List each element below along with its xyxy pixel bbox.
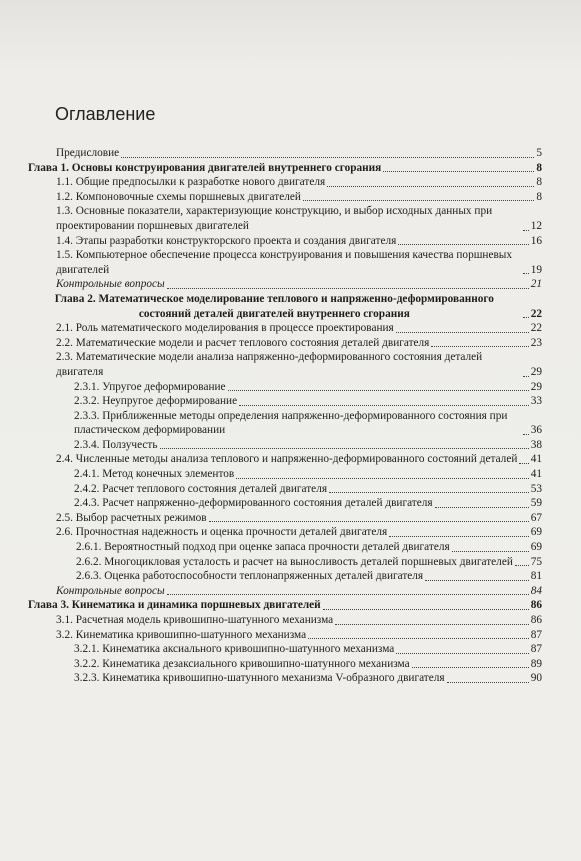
toc-entry [28, 511, 542, 526]
dot-leader [412, 667, 529, 668]
dot-leader [323, 609, 529, 610]
toc-page-number: 8 [536, 190, 542, 203]
dot-leader [389, 536, 529, 537]
toc-entry [28, 248, 542, 277]
toc-page-number: 8 [536, 161, 542, 174]
toc-page-number: 29 [530, 365, 542, 378]
toc-page-number: 41 [530, 468, 542, 481]
toc-entry [28, 657, 542, 672]
toc-chapter-entry [28, 598, 542, 613]
toc-entry-title: Глава 2. Математическое моделирование теплового и напряженно-деформированного состояний деталей двигателей внутреннего сгорания [54, 292, 494, 320]
toc-entry-title: 3.2.1. Кинематика аксиального кривошипно-шатунного механизма [74, 643, 395, 656]
dot-leader [228, 390, 529, 391]
toc-page-number: 86 [530, 599, 542, 612]
toc-page-number: 33 [530, 395, 542, 408]
dot-leader [335, 624, 529, 625]
toc-entry-title: 2.6.1. Вероятностный подход при оценке запаса прочности деталей двигателя [76, 541, 450, 554]
toc-page-number: 16 [530, 234, 542, 247]
toc-entry [28, 452, 542, 467]
toc-entry-title: 1.3. Основные показатели, характеризующие конструкцию, и выбор исходных данных при проектировании поршневых двигателей [56, 205, 493, 232]
toc-entry [28, 336, 542, 351]
dot-leader [239, 405, 529, 406]
toc-page-number: 90 [530, 672, 542, 685]
toc-entry [28, 394, 542, 409]
toc-page-number: 81 [530, 570, 542, 583]
toc-page-number: 21 [530, 278, 542, 291]
dot-leader [167, 288, 529, 289]
toc-page-number: 69 [530, 541, 542, 554]
toc-entry-title: 2.3.2. Неупругое деформирование [74, 395, 238, 408]
dot-leader [303, 200, 534, 201]
toc-entry [28, 380, 542, 395]
toc-page-number: 89 [530, 657, 542, 670]
toc-entry-title: 2.1. Роль математического моделирования в процессе проектирования [56, 322, 394, 335]
toc-page-number: 86 [530, 614, 542, 626]
toc-page-number: 59 [530, 497, 542, 510]
dot-leader [523, 273, 529, 274]
dot-leader [425, 580, 529, 581]
toc-page-number: 41 [530, 453, 542, 466]
dot-leader [515, 565, 529, 566]
toc-entry-title: Глава 1. Основы конструирования двигателей внутреннего сгорания [28, 161, 382, 174]
toc-page-number: 12 [530, 219, 542, 232]
toc-entry [28, 613, 542, 628]
toc-entry [28, 321, 542, 336]
toc-entry [28, 496, 542, 511]
toc-entry [28, 146, 542, 161]
toc-entry-title: 2.6. Прочностная надежность и оценка прочности деталей двигателя [56, 526, 388, 539]
toc-entry [28, 190, 542, 205]
toc-entry [28, 234, 542, 249]
dot-leader [523, 434, 529, 435]
toc-entry-title: 2.4.3. Расчет напряженно-деформированного состояния деталей двигателя [74, 497, 433, 510]
table-of-contents [28, 146, 542, 686]
dot-leader [209, 521, 529, 522]
dot-leader [396, 653, 528, 654]
dot-leader [431, 346, 528, 347]
dot-leader [447, 682, 529, 683]
dot-leader [160, 448, 529, 449]
dot-leader [523, 317, 529, 318]
toc-entry [28, 350, 542, 379]
toc-entry-title: 3.2.2. Кинематика дезаксиального кривошипно-шатунного механизма [74, 657, 410, 670]
toc-entry-title: 2.6.2. Многоцикловая усталость и расчет на выносливость деталей поршневых двигателей [76, 555, 513, 568]
toc-entry [28, 277, 542, 292]
toc-entry-title: Контрольные вопросы [56, 584, 165, 597]
toc-entry [28, 482, 542, 497]
toc-entry [28, 467, 542, 482]
dot-leader [121, 157, 534, 158]
dot-leader [396, 332, 529, 333]
toc-entry [28, 438, 542, 453]
page-title: Оглавление [55, 104, 156, 124]
dot-leader [383, 171, 534, 172]
toc-page-number: 19 [530, 263, 542, 276]
toc-page-number: 8 [536, 176, 542, 189]
toc-entry [28, 569, 542, 584]
toc-page-number: 84 [530, 584, 542, 597]
toc-entry-title: Глава 3. Кинематика и динамика поршневых двигателей [28, 599, 321, 612]
toc-page-number: 22 [530, 322, 542, 335]
toc-entry-title: 1.5. Компьютерное обеспечение процесса конструирования и повышения качества поршневых двигателей [56, 249, 513, 276]
toc-page-number: 53 [530, 482, 542, 495]
toc-entry-title: 2.4. Численные методы анализа теплового и напряженно-деформированного состояний деталей [56, 453, 518, 466]
toc-chapter-entry [28, 161, 542, 176]
dot-leader [327, 186, 534, 187]
toc-entry-title: 2.4.1. Метод конечных элементов [74, 468, 235, 481]
toc-entry [28, 642, 542, 657]
toc-entry [28, 628, 542, 643]
toc-entry-title: 1.1. Общие предпосылки к разработке нового двигателя [56, 176, 326, 189]
toc-page-number: 36 [530, 424, 542, 437]
dot-leader [523, 230, 529, 231]
toc-entry-title: 1.4. Этапы разработки конструкторского проекта и создания двигателя [56, 234, 397, 247]
toc-entry [28, 555, 542, 570]
toc-entry-title: 3.2.3. Кинематика кривошипно-шатунного механизма V-образного двигателя [74, 672, 445, 685]
toc-entry-title: 2.3.1. Упругое деформирование [74, 380, 226, 393]
toc-entry-title: 3.1. Расчетная модель кривошипно-шатунного механизма [56, 614, 334, 626]
toc-entry [28, 409, 542, 438]
toc-entry-title: 1.2. Компоновочные схемы поршневых двигателей [56, 190, 301, 203]
toc-page-number: 87 [530, 643, 542, 656]
toc-entry [28, 671, 542, 686]
toc-entry-title: 2.3.3. Приближенные методы определения напряженно-деформированного состояния при пластическом деформировании [74, 409, 508, 437]
toc-page-number: 23 [530, 336, 542, 349]
toc-entry-title: 2.4.2. Расчет теплового состояния деталей двигателя [74, 482, 328, 495]
dot-leader [523, 376, 529, 377]
toc-entry [28, 525, 542, 540]
toc-page-number: 5 [536, 147, 542, 159]
toc-entry [28, 175, 542, 190]
toc-chapter-entry [28, 292, 542, 321]
toc-page-number: 67 [530, 511, 542, 524]
toc-page-number: 75 [530, 555, 542, 568]
toc-entry [28, 204, 542, 233]
toc-entry [28, 540, 542, 555]
toc-entry-title: 3.2. Кинематика кривошипно-шатунного механизма [56, 628, 307, 641]
toc-entry-title: Предисловие [56, 147, 120, 159]
dot-leader [435, 507, 529, 508]
toc-entry [28, 584, 542, 599]
toc-page-number: 22 [530, 307, 542, 320]
toc-entry-title: 2.5. Выбор расчетных режимов [56, 511, 207, 524]
toc-entry-title: 2.2. Математические модели и расчет теплового состояния деталей двигателя [56, 336, 430, 349]
toc-entry-title: 2.6.3. Оценка работоспособности теплонапряженных деталей двигателя [76, 570, 424, 583]
toc-page-number: 69 [530, 526, 542, 539]
toc-entry-title: 2.3. Математические модели анализа напряженно-деформированного состояния деталей двигателя [56, 351, 483, 378]
dot-leader [452, 551, 529, 552]
dot-leader [329, 492, 529, 493]
toc-page-number: 87 [530, 628, 542, 641]
toc-page-number: 38 [530, 438, 542, 451]
dot-leader [398, 244, 528, 245]
toc-page-number: 29 [530, 380, 542, 393]
dot-leader [236, 478, 528, 479]
toc-entry-title: 2.3.4. Ползучесть [74, 438, 158, 451]
dot-leader [519, 463, 528, 464]
dot-leader [308, 638, 529, 639]
dot-leader [167, 594, 529, 595]
toc-entry-title: Контрольные вопросы [56, 278, 165, 291]
